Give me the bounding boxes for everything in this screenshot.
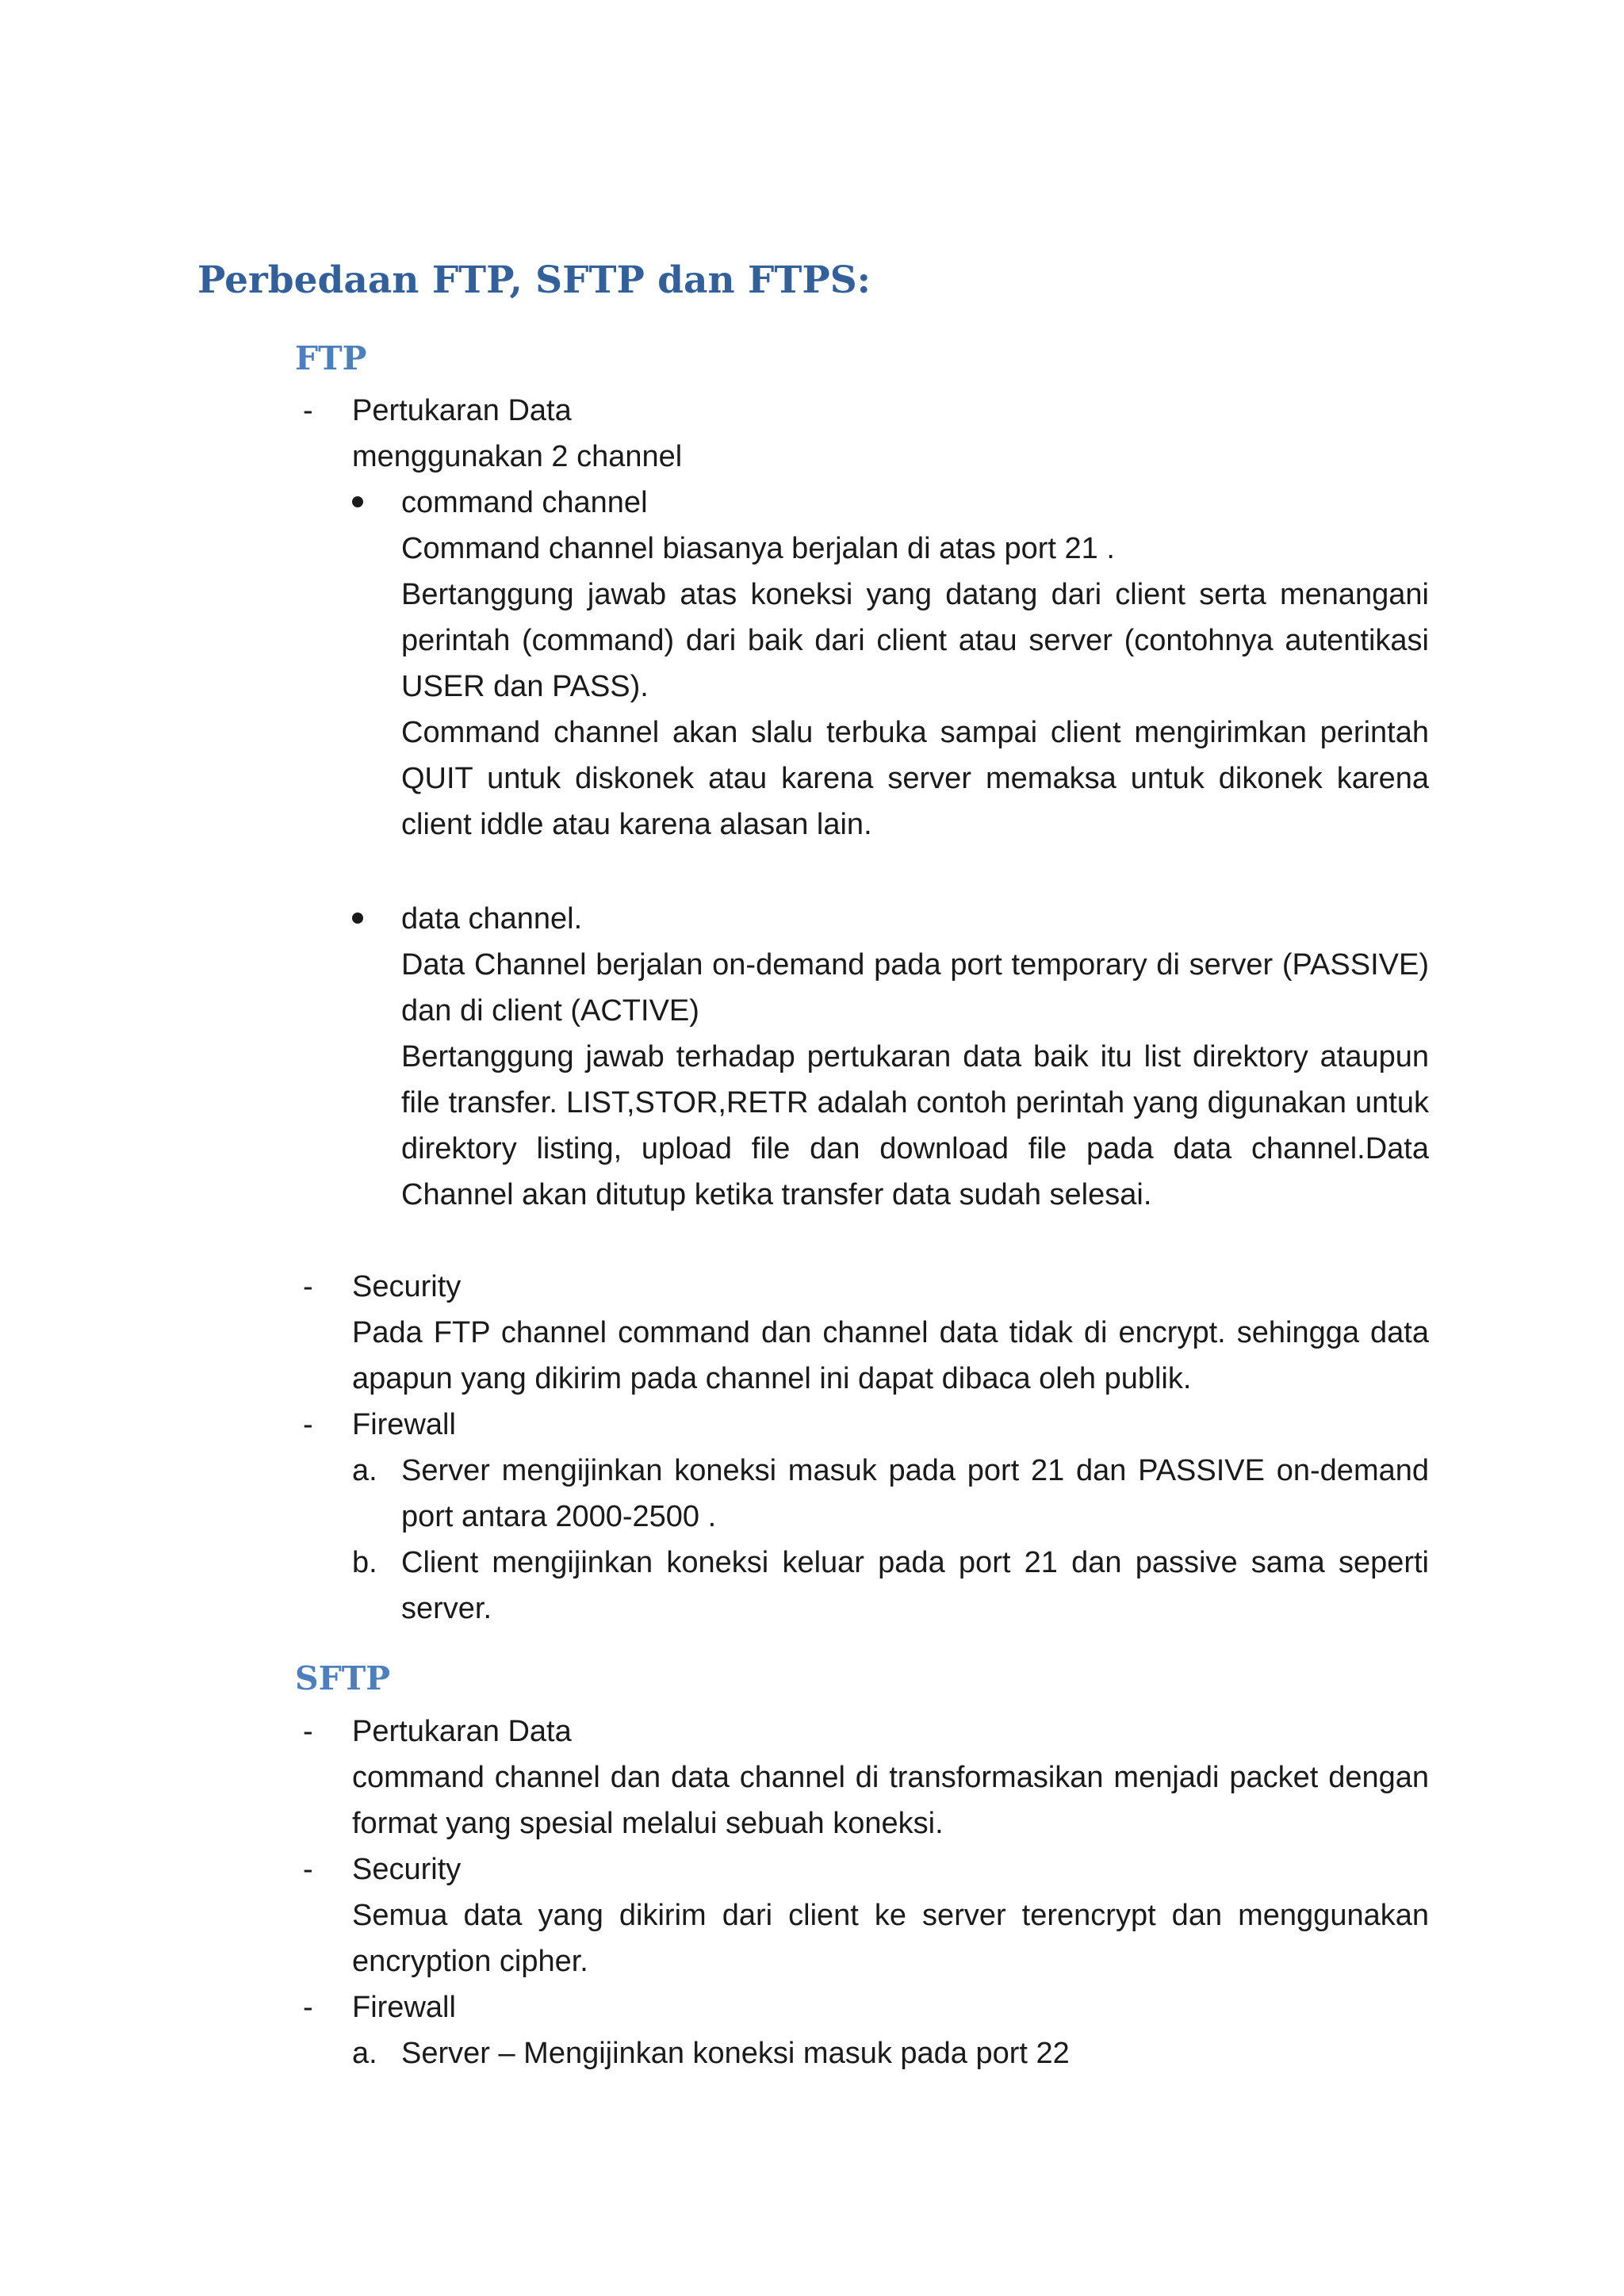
data-channel-line: direktory listing, upload file dan download file pada data channel.Data <box>401 1132 1429 1165</box>
list-marker: a. <box>352 1454 377 1487</box>
document-title: Perbedaan FTP, SFTP dan FTPS: <box>197 258 871 302</box>
data-channel-line: Data Channel berjalan on-demand pada port temporary di server (PASSIVE) <box>401 948 1429 982</box>
ftp-firewall-label: Firewall <box>352 1408 456 1441</box>
ftp-security-line: apapun yang dikirim pada channel ini dapat dibaca oleh publik. <box>352 1362 1192 1395</box>
sftp-exchange-line: command channel dan data channel di transformasikan menjadi packet dengan <box>352 1761 1429 1794</box>
sftp-security-line: encryption cipher. <box>352 1945 588 1978</box>
command-channel-line: perintah (command) dari baik dari client atau server (contohnya autentikasi <box>401 624 1429 657</box>
sftp-firewall-label: Firewall <box>352 1991 456 2024</box>
ftp-security-label: Security <box>352 1270 462 1303</box>
list-dash: - <box>303 394 313 427</box>
sftp-security-line: Semua data yang dikirim dari client ke server terencrypt dan menggunakan <box>352 1899 1429 1932</box>
command-channel-line: Bertanggung jawab atas koneksi yang datang dari client serta menangani <box>401 578 1429 611</box>
sftp-exchange-line: format yang spesial melalui sebuah koneksi. <box>352 1807 944 1840</box>
data-channel-label: data channel. <box>401 902 583 936</box>
data-channel-line: file transfer. LIST,STOR,RETR adalah contoh perintah yang digunakan untuk <box>401 1086 1429 1119</box>
list-dash: - <box>303 1715 313 1748</box>
list-marker: a. <box>352 2037 377 2070</box>
ftp-firewall-line: Client mengijinkan koneksi keluar pada port 21 dan passive sama seperti <box>401 1546 1429 1579</box>
ftp-security-line: Pada FTP channel command dan channel data tidak di encrypt. sehingga data <box>352 1316 1429 1349</box>
command-channel-line: Command channel biasanya berjalan di atas port 21 . <box>401 532 1115 565</box>
ftp-firewall-line: Server mengijinkan koneksi masuk pada port 21 dan PASSIVE on-demand <box>401 1454 1429 1487</box>
sftp-firewall-line: Server – Mengijinkan koneksi masuk pada port 22 <box>401 2037 1070 2070</box>
ftp-firewall-line: port antara 2000-2500 . <box>401 1500 717 1533</box>
data-channel-line: Channel akan ditutup ketika transfer data sudah selesai. <box>401 1178 1152 1211</box>
sftp-exchange-label: Pertukaran Data <box>352 1715 572 1748</box>
ftp-exchange-label: Pertukaran Data <box>352 394 572 427</box>
command-channel-line: client iddle atau karena alasan lain. <box>401 808 872 841</box>
bullet-icon <box>352 496 363 507</box>
list-marker: b. <box>352 1546 377 1579</box>
list-dash: - <box>303 1408 313 1441</box>
list-dash: - <box>303 1991 313 2024</box>
command-channel-line: Command channel akan slalu terbuka sampai client mengirimkan perintah <box>401 716 1429 749</box>
ftp-firewall-line: server. <box>401 1592 492 1625</box>
data-channel-line: dan di client (ACTIVE) <box>401 994 699 1027</box>
sftp-security-label: Security <box>352 1853 462 1886</box>
bullet-icon <box>352 913 363 924</box>
list-dash: - <box>303 1853 313 1886</box>
command-channel-label: command channel <box>401 486 648 519</box>
data-channel-line: Bertanggung jawab terhadap pertukaran data baik itu list direktory ataupun <box>401 1040 1429 1073</box>
list-dash: - <box>303 1270 313 1303</box>
section-heading-ftp: FTP <box>295 339 367 377</box>
section-heading-sftp: SFTP <box>295 1659 391 1697</box>
command-channel-line: USER dan PASS). <box>401 670 649 703</box>
ftp-exchange-text: menggunakan 2 channel <box>352 440 683 473</box>
command-channel-line: QUIT untuk diskonek atau karena server memaksa untuk dikonek karena <box>401 762 1429 795</box>
